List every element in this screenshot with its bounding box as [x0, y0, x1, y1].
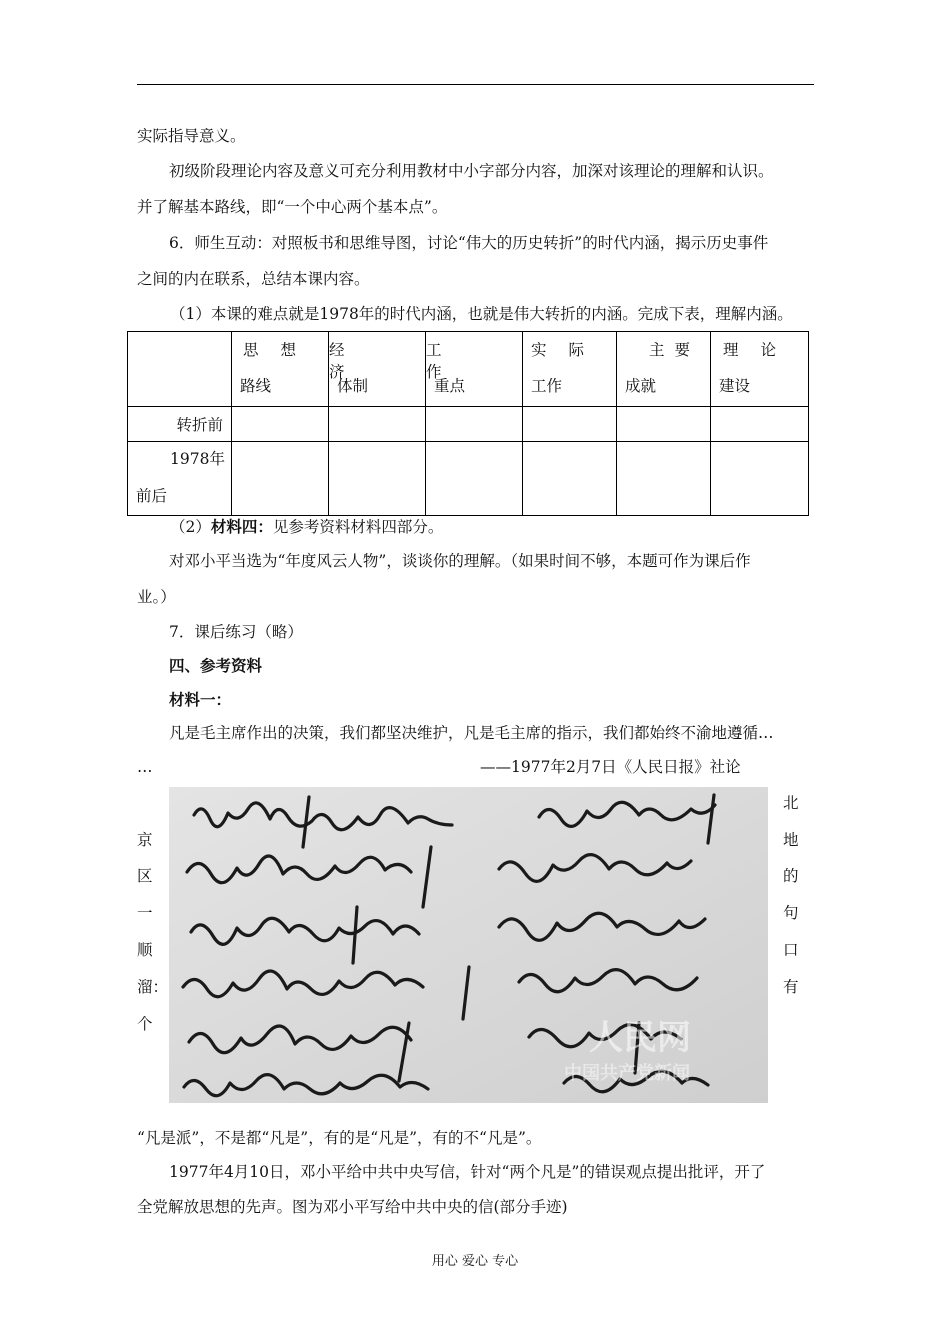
table-cell[interactable] [426, 407, 523, 442]
paragraph-line: （1）本课的难点就是1978年的时代内涵，也就是伟大转折的内涵。完成下表，理解内涵。 [170, 305, 793, 323]
watermark-subtext: 中国共产党新闻 [564, 1063, 690, 1084]
table-cell[interactable] [426, 442, 523, 516]
table-cell[interactable] [711, 407, 809, 442]
table-header-cell: 经济 体制 [329, 332, 426, 407]
paragraph-line: 初级阶段理论内容及意义可充分利用教材中小字部分内容，加深对该理论的理解和认识。 [169, 162, 774, 180]
paragraph-line: 业。） [137, 588, 176, 606]
table-cell[interactable] [523, 442, 617, 516]
paragraph-line: “凡是派”，不是都“凡是”，有的是“凡是”，有的不“凡是”。 [137, 1129, 542, 1147]
paragraph-line: 对邓小平当选为“年度风云人物”，谈谈你的理解。（如果时间不够，本题可作为课后作 [169, 552, 751, 570]
side-char: 一 [137, 904, 153, 922]
material-label: 材料一： [169, 690, 232, 709]
question-2: （2）材料四：见参考资料材料四部分。 [170, 517, 444, 536]
table-cell[interactable] [617, 442, 711, 516]
side-char: 的 [783, 867, 799, 885]
quote-source: ——1977年2月7日《人民日报》社论 [480, 758, 741, 776]
side-char: 地 [783, 831, 799, 849]
table-cell[interactable] [617, 407, 711, 442]
paragraph-line: 实际指导意义。 [137, 127, 246, 145]
table-row-label: 1978年 前后 [128, 442, 232, 516]
section-heading: 四、参考资料 [169, 656, 263, 675]
side-char: 京 [137, 831, 153, 849]
paragraph-line: 6．师生互动：对照板书和思维导图，讨论“伟大的历史转折”的时代内涵，揭示历史事件 [169, 234, 769, 252]
quote-line: 凡是毛主席作出的决策，我们都坚决维护，凡是毛主席的指示，我们都始终不渝地遵循… [169, 724, 774, 742]
side-char: 北 [783, 794, 799, 812]
table-cell[interactable] [711, 442, 809, 516]
side-char: 有 [783, 978, 799, 996]
side-char: 口 [783, 941, 799, 959]
side-char: 个 [137, 1015, 153, 1033]
paragraph-line: 全党解放思想的先声。图为邓小平写给中共中央的信(部分手迹) [137, 1198, 568, 1216]
table-cell[interactable] [329, 407, 426, 442]
paragraph-line: 之间的内在联系，总结本课内容。 [137, 270, 370, 288]
table-row-label: 转折前 [128, 407, 232, 442]
table-header-cell: 工作 重点 [426, 332, 523, 407]
handwritten-letter-image [169, 787, 768, 1103]
table-cell[interactable] [232, 442, 329, 516]
analysis-table [127, 331, 809, 516]
watermark-text: 人民网 [589, 1018, 691, 1058]
side-char: 句 [783, 904, 799, 922]
table-cell[interactable] [329, 442, 426, 516]
table-header-cell: 实际 工作 [523, 332, 617, 407]
handwriting-strokes [169, 787, 768, 1103]
side-char: 溜： [137, 978, 169, 996]
table-header-cell: 思想 路线 [232, 332, 329, 407]
page-footer: 用心 爱心 专心 [431, 1254, 519, 1269]
side-char: 顺 [137, 941, 153, 959]
table-corner-cell [128, 332, 232, 407]
header-rule [137, 84, 814, 85]
quote-continuation: … [137, 758, 153, 776]
paragraph-line: 1977年4月10日，邓小平给中共中央写信，针对“两个凡是”的错误观点提出批评，开了 [169, 1163, 766, 1181]
table-cell[interactable] [523, 407, 617, 442]
table-cell[interactable] [232, 407, 329, 442]
paragraph-line: 并了解基本路线，即“一个中心两个基本点”。 [137, 198, 448, 216]
side-char: 区 [137, 867, 153, 885]
table-header-cell: 主要 成就 [617, 332, 711, 407]
item-7: 7．课后练习（略） [169, 623, 303, 641]
table-header-cell: 理论 建设 [711, 332, 809, 407]
